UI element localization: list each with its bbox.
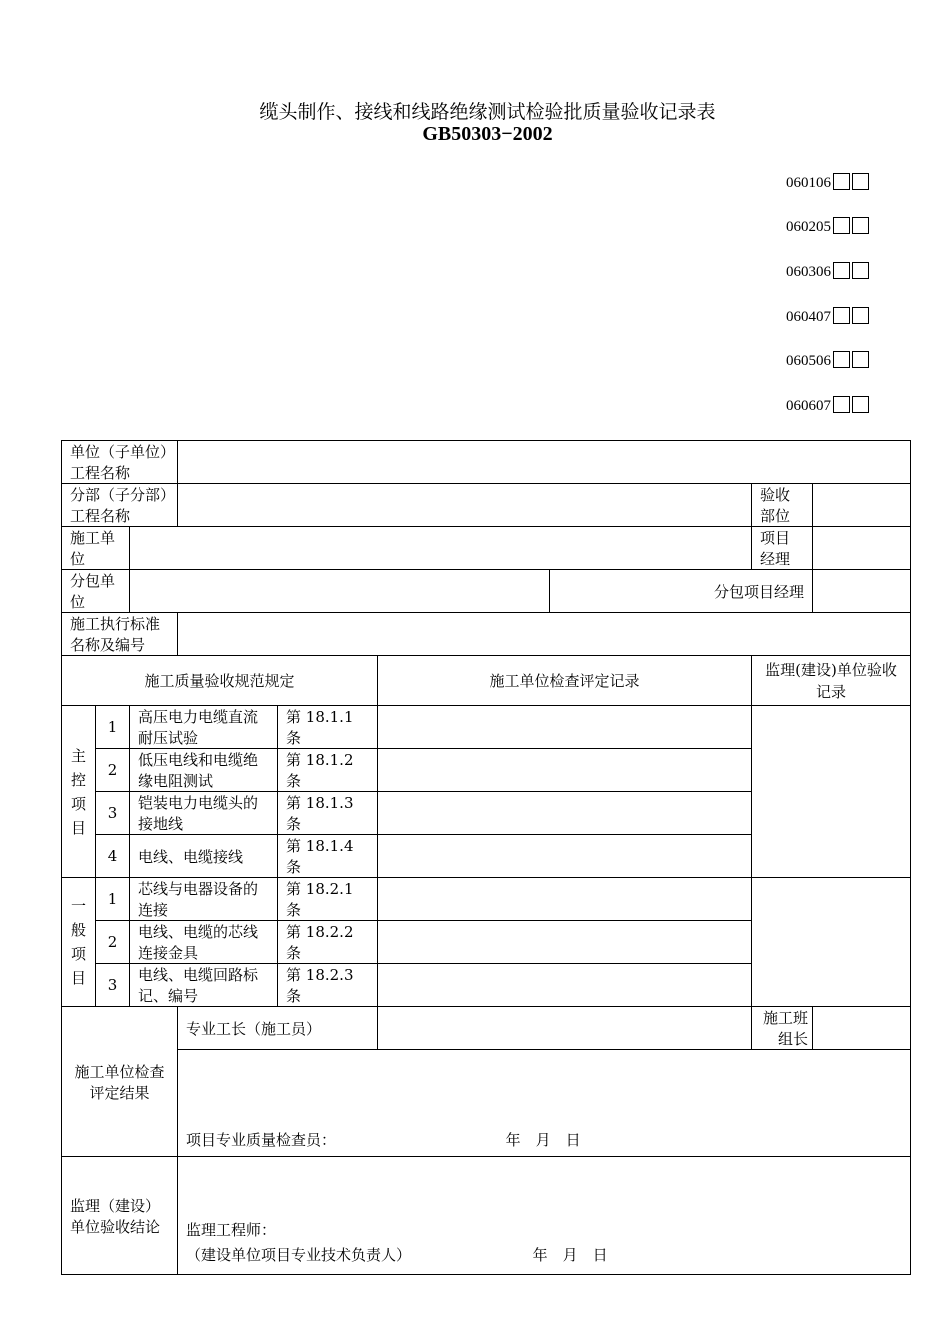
sub-project-label: 分部（子分部）工程名称 (62, 484, 178, 527)
code-row (786, 307, 869, 327)
code-number: 060106 (786, 175, 831, 191)
check-record-cell[interactable] (378, 706, 752, 749)
supervision-record-header: 监理(建设)单位验收记录 (752, 656, 911, 706)
item-name: 芯线与电器设备的连接 (130, 878, 278, 921)
item-name: 铠装电力电缆头的接地线 (130, 792, 278, 835)
construction-unit-label: 施工单位 (62, 527, 130, 570)
supervision-conclusion-label: 监理（建设）单位验收结论 (62, 1157, 178, 1275)
code-number: 060205 (786, 219, 831, 235)
item-number: 1 (96, 706, 130, 749)
item-number: 3 (96, 792, 130, 835)
team-leader-field[interactable] (813, 1007, 911, 1050)
code-checkbox[interactable] (852, 262, 869, 279)
code-row (786, 351, 869, 371)
code-checkbox[interactable] (833, 396, 850, 413)
item-clause: 第 18.1.3 条 (278, 792, 378, 835)
owner-rep-label: （建设单位项目专业技术负责人） (186, 1246, 412, 1264)
item-name: 低压电线和电缆绝缘电阻测试 (130, 749, 278, 792)
item-name: 电线、电缆接线 (130, 835, 278, 878)
acceptance-record-table (61, 440, 911, 1275)
code-checkbox[interactable] (852, 217, 869, 234)
code-number: 060506 (786, 353, 831, 369)
code-checkbox[interactable] (833, 173, 850, 190)
sub-project-manager-label: 分包项目经理 (550, 570, 813, 613)
team-leader-label: 施工班组长 (752, 1007, 813, 1050)
foreman-label: 专业工长（施工员） (178, 1007, 378, 1050)
code-number: 060306 (786, 264, 831, 280)
code-checkbox[interactable] (852, 396, 869, 413)
acceptance-part-field[interactable] (813, 484, 911, 527)
check-record-cell[interactable] (378, 835, 752, 878)
item-number: 3 (96, 964, 130, 1007)
code-row (786, 396, 869, 416)
code-checkbox[interactable] (852, 307, 869, 324)
unit-project-label: 单位（子单位）工程名称 (62, 441, 178, 484)
code-row (786, 173, 869, 193)
construction-result-label: 施工单位检查评定结果 (62, 1007, 178, 1157)
code-checkbox[interactable] (852, 173, 869, 190)
item-clause: 第 18.1.1 条 (278, 706, 378, 749)
general-items-label: 一 般 项 目 (62, 878, 96, 1007)
code-checkbox[interactable] (833, 217, 850, 234)
code-checkbox[interactable] (833, 262, 850, 279)
check-record-cell[interactable] (378, 921, 752, 964)
supervision-record-cell[interactable] (752, 706, 911, 878)
item-name: 电线、电缆的芯线连接金具 (130, 921, 278, 964)
code-row (786, 217, 869, 237)
check-record-cell[interactable] (378, 792, 752, 835)
item-number: 4 (96, 835, 130, 878)
sub-project-field[interactable] (178, 484, 752, 527)
item-number: 2 (96, 921, 130, 964)
item-clause: 第 18.1.4 条 (278, 835, 378, 878)
code-checkbox[interactable] (833, 351, 850, 368)
subcontractor-label: 分包单位 (62, 570, 130, 613)
item-name: 电线、电缆回路标记、编号 (130, 964, 278, 1007)
code-checkbox[interactable] (833, 307, 850, 324)
check-record-cell[interactable] (378, 878, 752, 921)
subcontractor-field[interactable] (130, 570, 550, 613)
standard-name-field[interactable] (178, 613, 911, 656)
item-clause: 第 18.2.3 条 (278, 964, 378, 1007)
standard-code: GB50303−2002 (422, 123, 553, 145)
inspector-label: 项目专业质量检查员： (186, 1131, 337, 1149)
construction-unit-field[interactable] (130, 527, 752, 570)
check-record-cell[interactable] (378, 749, 752, 792)
supervision-record-cell[interactable] (752, 878, 911, 1007)
spec-header: 施工质量验收规范规定 (62, 656, 378, 706)
item-number: 2 (96, 749, 130, 792)
item-clause: 第 18.1.2 条 (278, 749, 378, 792)
check-record-header: 施工单位检查评定记录 (378, 656, 752, 706)
result-date: 年 月 日 (505, 1131, 581, 1149)
item-clause: 第 18.2.2 条 (278, 921, 378, 964)
acceptance-part-label: 验收部位 (752, 484, 813, 527)
item-number: 1 (96, 878, 130, 921)
foreman-field[interactable] (378, 1007, 752, 1050)
page-title: 缆头制作、接线和线路绝缘测试检验批质量验收记录表 (259, 101, 716, 123)
standard-name-label: 施工执行标准名称及编号 (62, 613, 178, 656)
code-row (786, 262, 869, 282)
sub-project-manager-field[interactable] (813, 570, 911, 613)
check-record-cell[interactable] (378, 964, 752, 1007)
supervision-date: 年 月 日 (532, 1246, 608, 1264)
supervision-engineer-label: 监理工程师： (186, 1221, 277, 1239)
main-control-label: 主 控 项 目 (62, 706, 96, 878)
code-number: 060407 (786, 309, 831, 325)
item-clause: 第 18.2.1 条 (278, 878, 378, 921)
unit-project-field[interactable] (178, 441, 911, 484)
item-name: 高压电力电缆直流耐压试验 (130, 706, 278, 749)
supervision-conclusion-area[interactable] (178, 1157, 911, 1275)
project-manager-field[interactable] (813, 527, 911, 570)
code-checkbox[interactable] (852, 351, 869, 368)
code-number: 060607 (786, 398, 831, 414)
project-manager-label: 项目经理 (752, 527, 813, 570)
construction-result-area[interactable] (178, 1050, 911, 1157)
